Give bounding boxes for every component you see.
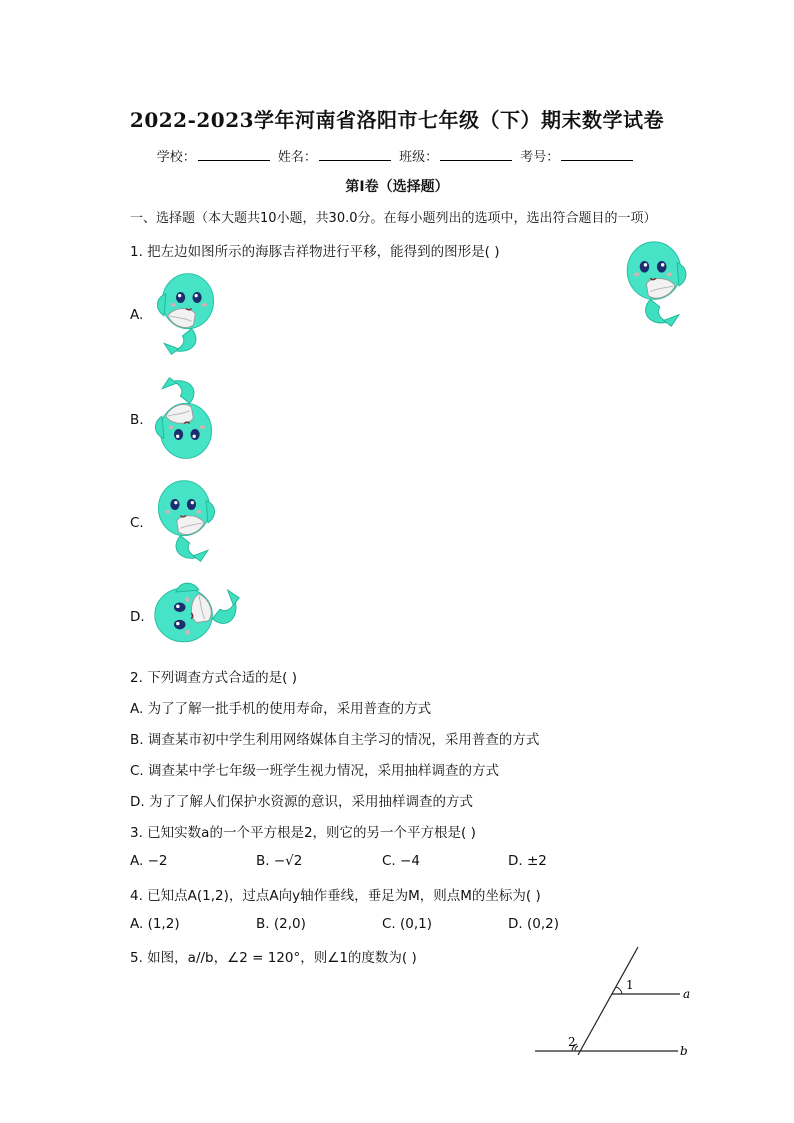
q1-option-b-label: B. bbox=[130, 412, 144, 428]
q1-option-a-image bbox=[153, 270, 221, 358]
q4-option-c: C. (0,1) bbox=[382, 916, 433, 932]
name-label: 姓名： bbox=[277, 150, 317, 165]
line-b-label: b bbox=[680, 1044, 688, 1058]
q3-options-row bbox=[130, 853, 630, 873]
question-3: 3. 已知实数a的一个平方根是2，则它的另一个平方根是( ) bbox=[130, 825, 476, 841]
q1-option-a-label: A. bbox=[130, 307, 144, 323]
q3-option-a: A. −2 bbox=[130, 853, 168, 869]
q2-option-c: C. 调查某中学七年级一班学生视力情况，采用抽样调查的方式 bbox=[130, 763, 500, 779]
q4-option-a: A. (1,2) bbox=[130, 916, 180, 932]
parallel-lines-figure bbox=[530, 945, 700, 1065]
q4-option-b: B. (2,0) bbox=[256, 916, 306, 932]
q3-option-d: D. ±2 bbox=[508, 853, 547, 869]
part-title: 第I卷（选择题） bbox=[345, 179, 449, 195]
exam-number-label: 考号： bbox=[520, 150, 560, 165]
angle-1-label: 1 bbox=[626, 978, 634, 992]
q4-option-d: D. (0,2) bbox=[508, 916, 559, 932]
q1-option-c-label: C. bbox=[130, 515, 144, 531]
page-title: 2022-2023学年河南省洛阳市七年级（下）期末数学试卷 bbox=[129, 108, 665, 132]
q1-option-d-label: D. bbox=[130, 609, 145, 625]
class-label: 班级： bbox=[399, 150, 439, 165]
q1-option-b-image bbox=[151, 374, 219, 462]
q1-option-d-image bbox=[151, 580, 243, 648]
q4-options-row bbox=[130, 916, 630, 936]
exam-number-blank bbox=[561, 148, 633, 161]
q3-option-c: C. −4 bbox=[382, 853, 420, 869]
angle-1-arc bbox=[616, 987, 622, 994]
student-info-row bbox=[0, 146, 794, 165]
question-1: 1. 把左边如图所示的海豚吉祥物进行平移，能得到的图形是( ) bbox=[130, 244, 500, 260]
name-blank bbox=[319, 148, 391, 161]
transversal-line bbox=[578, 947, 638, 1055]
question-5: 5. 如图，a//b，∠2 = 120°，则∠1的度数为( ) bbox=[130, 950, 417, 966]
question-4: 4. 已知点A(1,2)，过点A向y轴作垂线，垂足为M，则点M的坐标为( ) bbox=[130, 888, 541, 904]
class-blank bbox=[440, 148, 512, 161]
q1-option-c-image bbox=[151, 477, 219, 565]
angle-2-label: 2 bbox=[568, 1035, 576, 1049]
question-2: 2. 下列调查方式合适的是( ) bbox=[130, 670, 297, 686]
q2-option-d: D. 为了了解人们保护水资源的意识，采用抽样调查的方式 bbox=[130, 794, 473, 810]
section-heading: 一、选择题（本大题共10小题，共30.0分。在每小题列出的选项中，选出符合题目的一项） bbox=[130, 211, 657, 226]
school-label: 学校： bbox=[156, 150, 196, 165]
q2-option-a: A. 为了了解一批手机的使用寿命，采用普查的方式 bbox=[130, 701, 432, 717]
line-a-label: a bbox=[683, 987, 691, 1001]
dolphin-reference-image bbox=[620, 238, 690, 330]
q3-option-b: B. −√2 bbox=[256, 853, 303, 869]
school-blank bbox=[198, 148, 270, 161]
q2-option-b: B. 调查某市初中学生利用网络媒体自主学习的情况，采用普查的方式 bbox=[130, 732, 540, 748]
